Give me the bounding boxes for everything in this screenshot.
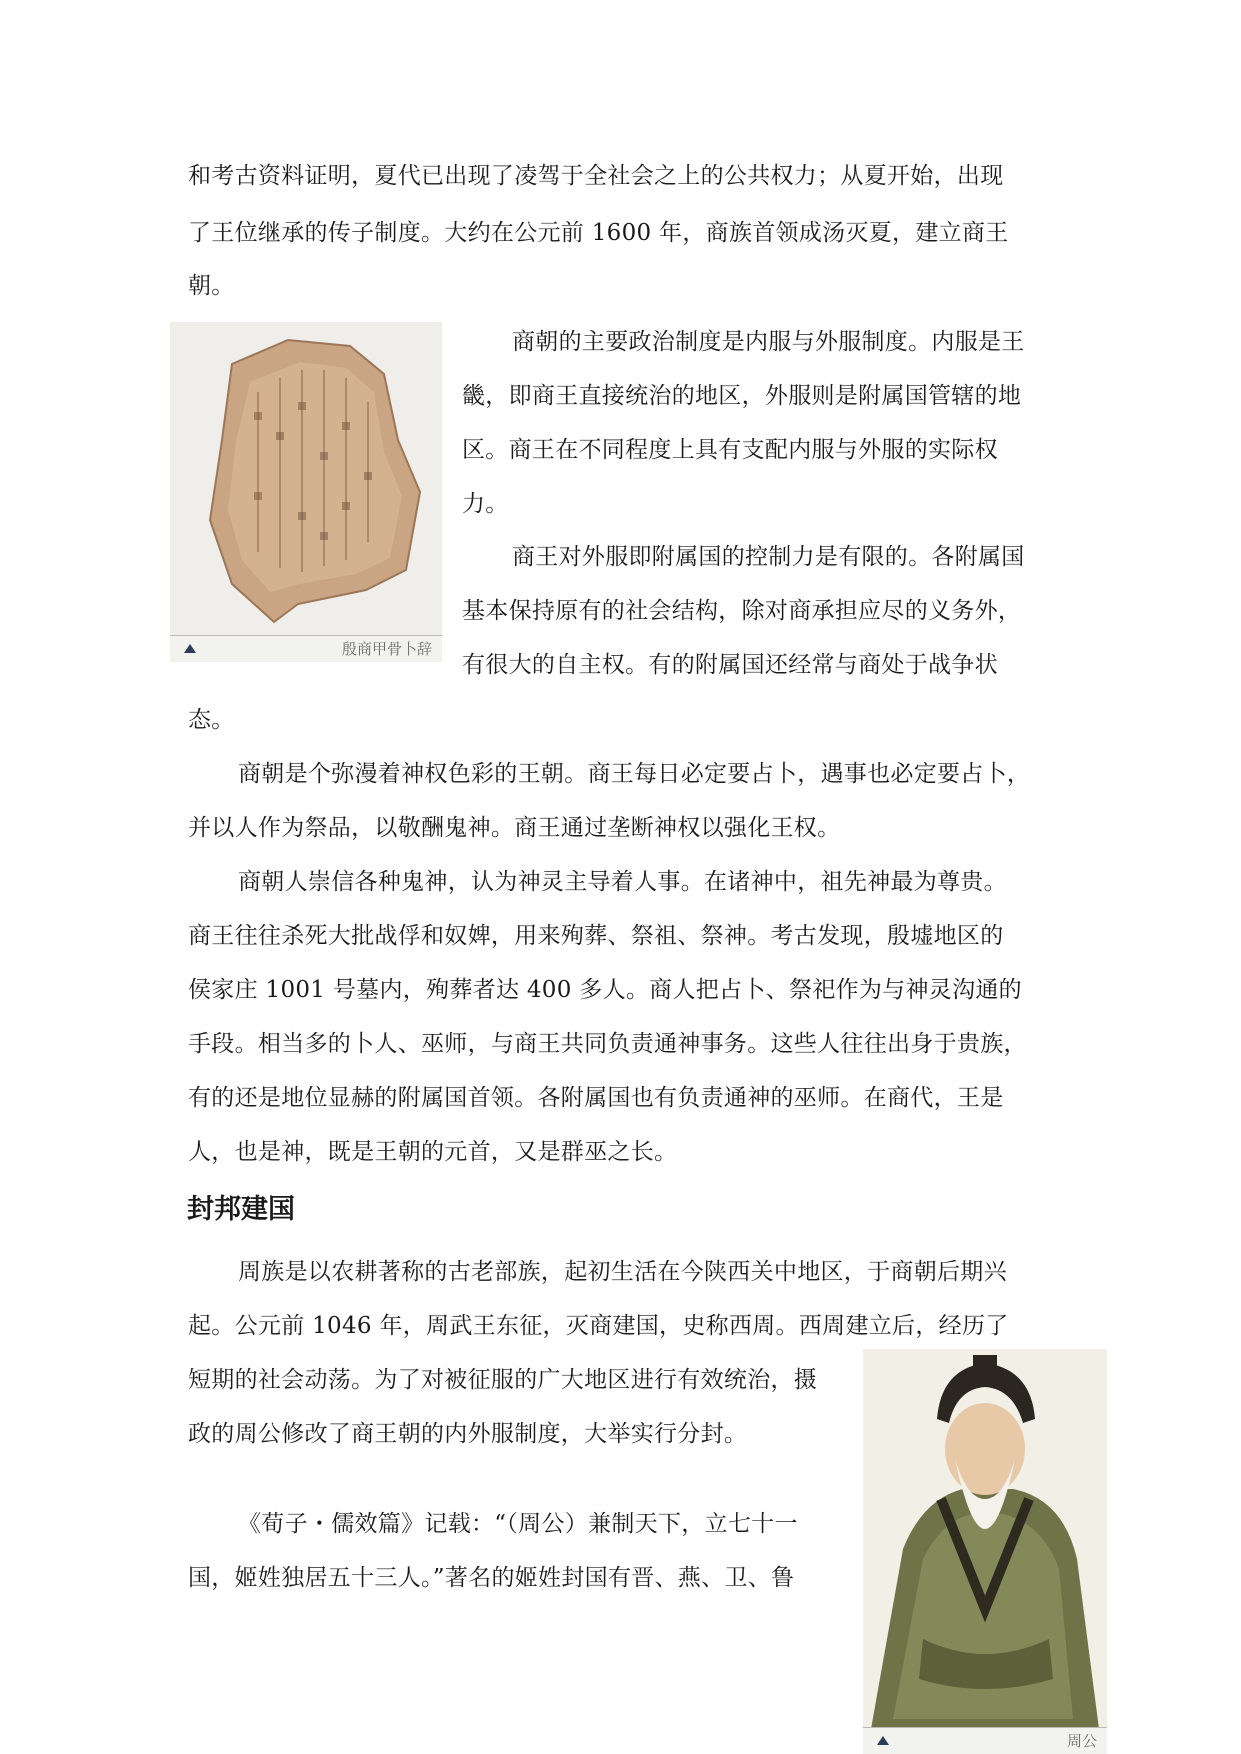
paragraph-line: 商王往往杀死大批战俘和奴婢，用来殉葬、祭祖、祭神。考古发现，殷墟地区的	[188, 923, 1004, 949]
paragraph-line: 商朝是个弥漫着神权色彩的王朝。商王每日必定要占卜，遇事也必定要占卜，	[238, 761, 1031, 787]
figure-caption: 周公	[1066, 1732, 1097, 1750]
caption-bar	[170, 635, 442, 662]
paragraph-line: 周族是以农耕著称的古老部族，起初生活在今陕西关中地区，于商朝后期兴	[238, 1259, 1007, 1285]
duke-zhou-portrait	[863, 1349, 1107, 1754]
paragraph-line: 侯家庄 1001 号墓内，殉葬者达 400 多人。商人把占卜、祭祀作为与神灵沟通的	[188, 977, 1022, 1003]
paragraph-line: 力。	[462, 491, 509, 517]
paragraph-line: 起。公元前 1046 年，周武王东征，灭商建国，史称西周。西周建立后，经历了	[188, 1313, 1009, 1339]
paragraph-line: 国，姬姓独居五十三人。”著名的姬姓封国有晋、燕、卫、鲁	[188, 1565, 795, 1591]
paragraph-line: 了王位继承的传子制度。大约在公元前 1600 年，商族首领成汤灭夏，建立商王	[188, 220, 1009, 246]
paragraph-line: 商王对外服即附属国的控制力是有限的。各附属国	[512, 544, 1025, 570]
paragraph-line: 和考古资料证明，夏代已出现了凌驾于全社会之上的公共权力；从夏开始，出现	[188, 163, 1004, 189]
caption-bar	[863, 1727, 1107, 1754]
paragraph-line: 区。商王在不同程度上具有支配内服与外服的实际权	[462, 437, 998, 463]
duke-zhou-figure	[863, 1349, 1107, 1754]
paragraph-line: 态。	[188, 707, 235, 733]
paragraph-line: 人，也是神，既是王朝的元首，又是群巫之长。	[188, 1139, 678, 1165]
paragraph-line: 朝。	[188, 273, 235, 299]
triangle-marker-icon	[877, 1736, 889, 1745]
paragraph-line: 《荀子・儒效篇》记载：“（周公）兼制天下，立七十一	[238, 1511, 798, 1537]
paragraph-line: 手段。相当多的卜人、巫师，与商王共同负责通神事务。这些人往往出身于贵族，	[188, 1031, 1027, 1057]
oracle-bone-figure	[170, 322, 442, 662]
figure-caption: 殷商甲骨卜辞	[341, 640, 432, 658]
paragraph-line: 畿，即商王直接统治的地区，外服则是附属国管辖的地	[462, 383, 1022, 409]
paragraph-line: 并以人作为祭品，以敬酬鬼神。商王通过垄断神权以强化王权。	[188, 815, 841, 841]
triangle-marker-icon	[184, 644, 196, 653]
paragraph-line: 短期的社会动荡。为了对被征服的广大地区进行有效统治，摄	[188, 1367, 818, 1393]
paragraph-line: 政的周公修改了商王朝的内外服制度，大举实行分封。	[188, 1421, 748, 1447]
section-heading: 封邦建国	[187, 1194, 295, 1225]
paragraph-line: 基本保持原有的社会结构，除对商承担应尽的义务外，	[462, 598, 1022, 624]
oracle-bone-image	[170, 322, 442, 636]
paragraph-line: 有很大的自主权。有的附属国还经常与商处于战争状	[462, 652, 998, 678]
paragraph-line: 商朝的主要政治制度是内服与外服制度。内服是王	[512, 329, 1025, 355]
paragraph-line: 商朝人崇信各种鬼神，认为神灵主导着人事。在诸神中，祖先神最为尊贵。	[238, 869, 1007, 895]
paragraph-line: 有的还是地位显赫的附属国首领。各附属国也有负责通神的巫师。在商代，王是	[188, 1085, 1004, 1111]
